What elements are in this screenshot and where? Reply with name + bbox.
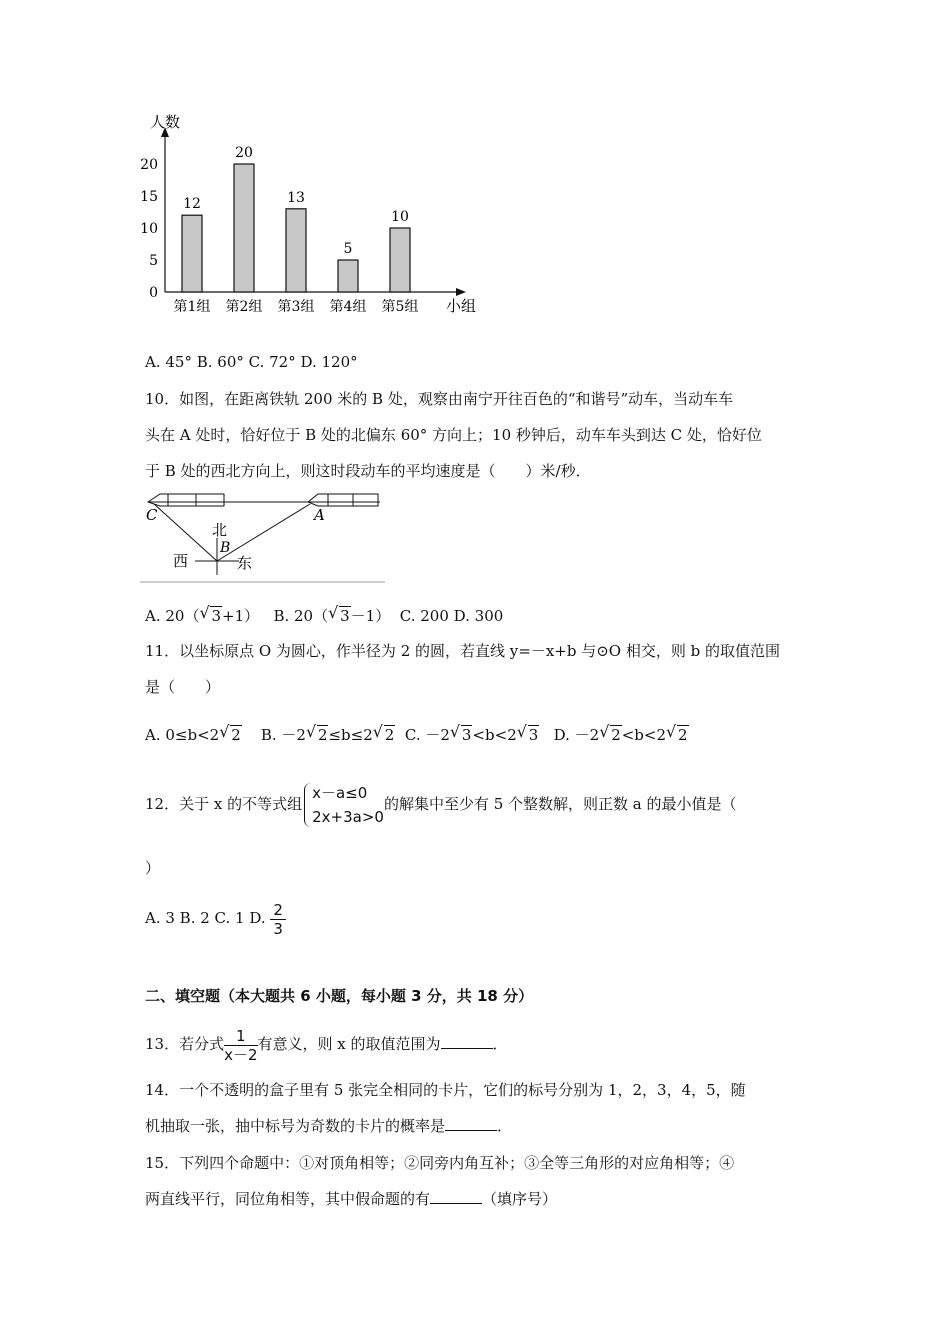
q15-answer-blank[interactable] [430, 1189, 482, 1204]
y-tick-label: 15 [140, 189, 158, 205]
bar-value-label: 5 [343, 241, 353, 257]
q15-line2 [145, 1189, 557, 1209]
q11-opt-d: D. －2√ 2<b<2√ 2 [554, 726, 689, 744]
x-axis-arrow [456, 288, 466, 296]
q12-opts: A. 3 B. 2 C. 1 D. [145, 909, 266, 927]
q10-opt-b-pre: B. 20（ [273, 607, 329, 625]
bar-value-label: 13 [287, 189, 305, 206]
q11-opt-b: B. －2√ 2≤b≤2√ 2 [261, 726, 396, 744]
q14-text: 机抽取一张，抽中标号为奇数的卡片的概率是 [145, 1117, 446, 1135]
bar-value-label: 20 [235, 145, 253, 161]
bar [234, 164, 254, 292]
y-tick-label: 10 [140, 221, 158, 237]
train-a-head [308, 494, 328, 506]
train-a-car1 [328, 494, 353, 506]
q12-ineq2: 2x+3a>0 [312, 808, 384, 826]
bar [390, 228, 410, 292]
q11-options [145, 725, 689, 745]
bar [338, 260, 358, 292]
q12-opt-d-fraction: $\frac{2}{3}$ [270, 901, 286, 938]
q13-fraction: $\frac{1}{x-2}$ [224, 1026, 258, 1064]
q13-answer-blank[interactable] [441, 1034, 493, 1049]
q11-opt-c: C. －2√ 3<b<2√ 3 [405, 726, 539, 744]
label-north: 北 [212, 521, 228, 539]
q12-ineq1: x－a≤0 [312, 784, 368, 802]
q12-options [145, 898, 286, 938]
q10-opt-a-pre: A. 20（ [145, 607, 200, 625]
q12-inequality-system [302, 781, 384, 829]
bar-value-label: 12 [183, 196, 201, 213]
train-c-head [148, 494, 168, 506]
q12-line [145, 778, 737, 830]
q12-post: 的解集中至少有 5 个整数解，则正数 a 的最小值是（ [383, 795, 737, 813]
bar-value-label: 10 [391, 209, 409, 225]
label-a: A [314, 506, 325, 524]
q14-end: ． [497, 1117, 513, 1135]
y-tick-label: 0 [149, 285, 158, 301]
q10-opt-b-post: －1） [350, 607, 391, 625]
q15-text: 两直线平行，同位角相等，其中假命题的有 [145, 1190, 431, 1208]
bar-chart [140, 105, 500, 325]
q10-line1: 10．如图，在距离铁轨 200 米的 B 处，观察由南宁开往百色的“和谐号”动车，当动车车 [145, 390, 734, 408]
bar [182, 215, 202, 292]
q10-figure [140, 488, 390, 588]
q10-line3: 于 B 处的西北方向上，则这时段动车的平均速度是（ ）米/秒． [145, 462, 591, 480]
train-c-car1 [168, 494, 196, 506]
q11-line1: 11．以坐标原点 O 为圆心，作半径为 2 的圆，若直线 y=－x+b 与⊙O 相交，则 b 的取值范围 [145, 642, 780, 660]
q15-line1: 15．下列四个命题中：①对顶角相等；②同旁内角互补；③全等三角形的对应角相等；④ [145, 1154, 735, 1172]
q10-opt-b-sqrt: √ 3 [328, 606, 351, 626]
train-a-car2 [353, 494, 378, 506]
label-b: B [220, 540, 231, 556]
q10-opt-cd: C. 200 D. 300 [399, 607, 504, 625]
q13-line [145, 1024, 508, 1064]
label-east: 东 [237, 554, 253, 572]
y-axis-label: 人数 [150, 113, 181, 131]
y-tick-label: 5 [149, 253, 158, 269]
train-c-car2 [196, 494, 224, 506]
q12-close: ） [145, 859, 161, 877]
x-tick-label: 第2组 [225, 299, 263, 315]
section-2-heading: 二、填空题（本大题共 6 小题，每小题 3 分，共 18 分） [145, 987, 534, 1005]
q10-opt-a-sqrt: √ 3 [199, 606, 222, 626]
label-c: C [146, 506, 158, 524]
q13-end: ． [492, 1035, 508, 1053]
q13-post: 有意义，则 x 的取值范围为 [257, 1035, 441, 1053]
y-tick-label: 20 [140, 157, 158, 173]
q11-line2: 是（ ） [145, 678, 221, 696]
q13-pre: 13．若分式 [145, 1035, 225, 1053]
q10-opt-a-post: +1） [222, 607, 260, 625]
x-tick-label: 第3组 [277, 299, 315, 315]
x-tick-label: 第5组 [381, 299, 419, 315]
q10-options [145, 606, 503, 626]
label-west: 西 [173, 552, 189, 570]
x-tick-label: 第1组 [173, 299, 211, 315]
q10-line2: 头在 A 处时，恰好位于 B 处的北偏东 60° 方向上；10 秒钟后，动车车头到达 C 处，恰好位 [145, 426, 762, 444]
q14-line2 [145, 1116, 512, 1136]
q9-options: A. 45° B. 60° C. 72° D. 120° [145, 353, 358, 371]
q14-answer-blank[interactable] [445, 1116, 497, 1131]
q11-opt-a: A. 0≤b<2√ 2 [145, 726, 242, 744]
q12-pre: 12．关于 x 的不等式组 [145, 795, 303, 813]
bar [286, 209, 306, 292]
q15-end: （填序号） [482, 1190, 558, 1208]
x-tick-label: 第4组 [329, 299, 367, 315]
segment-ba [217, 504, 310, 561]
q14-line1: 14．一个不透明的盒子里有 5 张完全相同的卡片，它们的标号分别为 1，2，3，4，5，随 [145, 1081, 746, 1099]
x-axis-label: 小组 [446, 297, 477, 315]
